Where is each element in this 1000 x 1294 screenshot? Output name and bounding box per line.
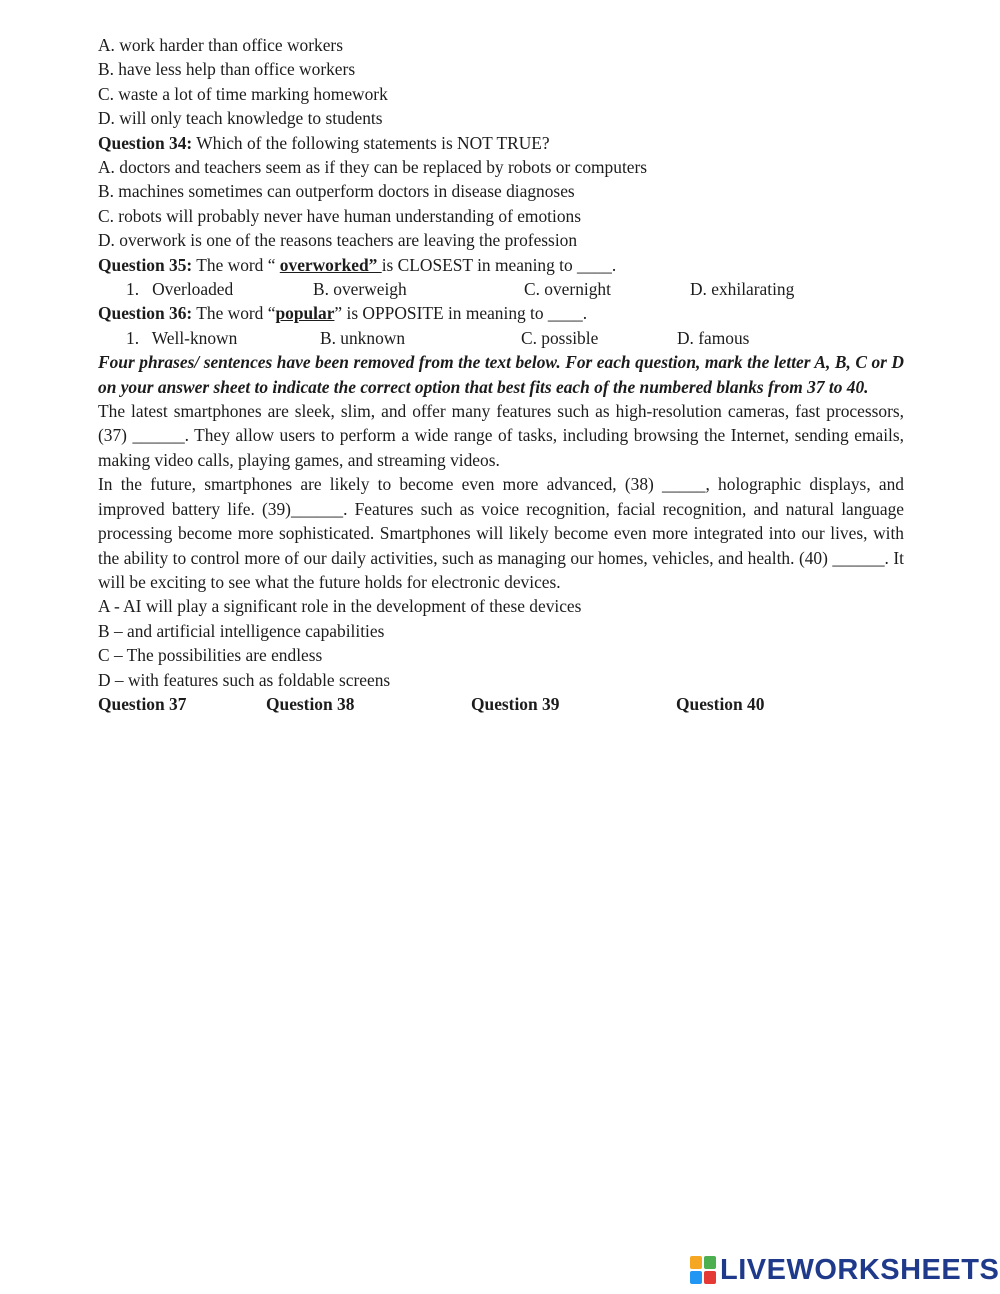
q33-option-d: D. will only teach knowledge to students [98, 108, 383, 129]
q36-label: Question 36: [98, 303, 193, 324]
choice-d: D – with features such as foldable screens [98, 669, 391, 690]
q35-keyword: overworked” [279, 254, 382, 275]
q36-option-d[interactable]: D. famous [677, 327, 750, 348]
q34-option-c: C. robots will probably never have human understanding of emotions [98, 205, 581, 226]
q35-pre: The word “ [192, 254, 280, 275]
q36-option-a[interactable]: 1. Well-known [126, 327, 238, 348]
logo-square [704, 1256, 716, 1269]
q34-option-d: D. overwork is one of the reasons teachers are leaving the profession [98, 230, 578, 251]
q36-option-b[interactable]: B. unknown [320, 327, 406, 348]
q35-options [98, 277, 904, 301]
answer-row [98, 692, 904, 716]
liveworksheets-logo [690, 1250, 999, 1290]
answer-label-40[interactable]: Question 40 [676, 693, 765, 714]
q35-option-d[interactable]: D. exhilarating [690, 279, 795, 300]
q34-label: Question 34: [98, 132, 193, 153]
q35-option-b[interactable]: B. overweigh [313, 279, 407, 300]
passage-paragraph-2: In the future, smartphones are likely to become even more advanced, (38) _____, holographic displays, and improved battery life. (39)______. Features such as voice recognition, facial recognition, and natural language processing become more sophisticated. Smartphones will likely become even more integrated into our lives, with the ability to control more of our daily activities, such as managing our homes, vehicles, and health. (40) ______. It will be exciting to see what the future holds for electronic devices. [98, 474, 904, 592]
q36-prompt [98, 301, 904, 325]
q34-option-b: B. machines sometimes can outperform doctors in disease diagnoses [98, 181, 575, 202]
q33-option-b: B. have less help than office workers [98, 59, 356, 80]
q36-post: ” is OPPOSITE in meaning to ____. [334, 303, 588, 324]
q36-pre: The word “ [192, 303, 276, 324]
logo-square [690, 1256, 702, 1269]
q34-text: Which of the following statements is NOT TRUE? [192, 132, 550, 153]
q35-label: Question 35: [98, 254, 193, 275]
q35-option-c[interactable]: C. overnight [524, 279, 611, 300]
answer-label-38[interactable]: Question 38 [266, 693, 355, 714]
passage-paragraph-1: The latest smartphones are sleek, slim, and offer many features such as high-resolution cameras, fast processors, (37) ______. They allow users to perform a wide range of tasks, including browsing the Internet, sending emails, making video calls, playing games, and streaming videos. [98, 401, 904, 470]
q34-option-a: A. doctors and teachers seem as if they can be replaced by robots or computers [98, 157, 648, 178]
q35-option-a[interactable]: 1. Overloaded [126, 279, 234, 300]
q33-option-a: A. work harder than office workers [98, 35, 343, 55]
q35-post: is CLOSEST in meaning to ____. [381, 254, 617, 275]
q36-option-c[interactable]: C. possible [521, 327, 599, 348]
q36-keyword: popular [275, 303, 335, 324]
choice-a: A - AI will play a significant role in the development of these devices [98, 596, 582, 617]
q34-prompt [98, 131, 904, 155]
answer-label-37[interactable]: Question 37 [98, 693, 187, 714]
q33-option-c: C. waste a lot of time marking homework [98, 83, 388, 104]
section-instruction: Four phrases/ sentences have been removed from the text below. For each question, mark the letter A, B, C or D on your answer sheet to indicate the correct option that best fits each of the numbered blanks from 37 to 40. [98, 352, 904, 397]
answer-label-39[interactable]: Question 39 [471, 693, 560, 714]
logo-square [704, 1271, 716, 1284]
choice-c: C – The possibilities are endless [98, 645, 323, 666]
q36-options [98, 326, 904, 350]
liveworksheets-logo-icon [690, 1256, 716, 1284]
choice-b: B – and artificial intelligence capabilities [98, 620, 385, 641]
logo-square [690, 1271, 702, 1284]
worksheet-page [98, 33, 904, 716]
q35-prompt [98, 253, 904, 277]
logo-text: LIVEWORKSHEETS [720, 1253, 1000, 1286]
